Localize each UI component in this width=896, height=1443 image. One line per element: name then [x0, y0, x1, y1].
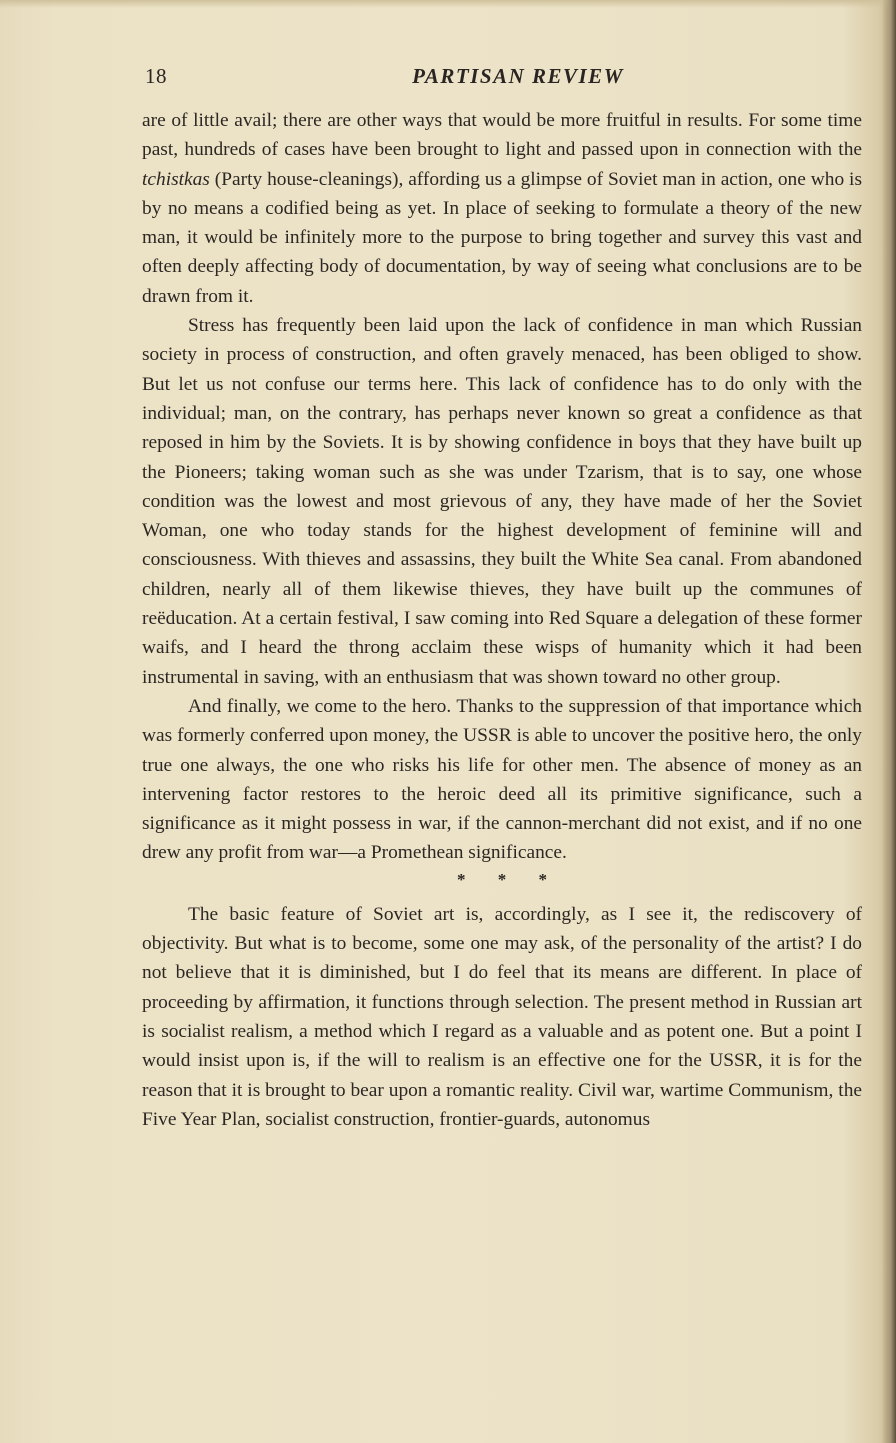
- paragraph-3: And finally, we come to the hero. Thanks to the suppression of that importance which was formerly conferred upon money, the USSR is able to uncover the positive hero, the only true one always, the one who risks his life for other men. The absence of money as an intervening factor restores to the heroic deed all its primitive significance, such a significance as it might possess in war, if the cannon-merchant did not exist, and if no one drew any profit from war—a Promethean significance.: [142, 695, 862, 864]
- page-number: 18: [145, 64, 167, 88]
- paragraph-1-end: (Party house-cleanings), affording us a glimpse of Soviet man in action, one who is by no means a codified being as yet. In place of seeking to formulate a theory of the new man, it would be infinitely more to the purpose to bring together and survey this vast and often deeply affecting body of documentation, by way of seeing what conclusions are to be drawn from it.: [142, 168, 862, 307]
- paragraph-1-start: are of little avail; there are other ways that would be more fruitful in results. For some time past, hundreds of cases have been brought to light and passed upon in connection with the: [142, 110, 862, 161]
- paragraph-4: The basic feature of Soviet art is, accordingly, as I see it, the rediscovery of objectivity. But what is to become, some one may ask, of the personality of the artist? I do not believe that it is diminished, but I do feel that its means are different. In place of proceeding by affirmation, it functions through selection. The present method in Russian art is socialist realism, a method which I regard as a valuable and as potent one. But a point I would insist upon is, if the will to realism is an effective one for the USSR, it is for the reason that it is brought to bear upon a romantic reality. Civil war, wartime Communism, the Five Year Plan, socialist construction, frontier-guards, autonomus: [142, 903, 862, 1130]
- paragraph-2: Stress has frequently been laid upon the lack of confidence in man which Russian society in process of construction, and often gravely menaced, has been obliged to show. But let us not confuse our terms here. This lack of confidence has to do only with the individual; man, on the contrary, has perhaps never known so great a confidence as that reposed in him by the Soviets. It is by showing confidence in boys that they have built up the Pioneers; taking woman such as she was under Tzarism, that is to say, one whose condition was the lowest and most grievous of any, they have made of her the Soviet Woman, one who today stands for the highest development of feminine will and consciousness. With thieves and assassins, they built the White Sea canal. From abandoned children, nearly all of them likewise thieves, they have built up the communes of reëducation. At a certain festival, I saw coming into Red Square a delegation of these former waifs, and I heard the throng acclaim these wisps of humanity which it had been instrumental in saving, with an enthusiasm that was shown toward no other group.: [142, 315, 862, 688]
- paragraph-1: [142, 106, 862, 311]
- body-text: [142, 106, 862, 1134]
- paragraph-1-italic-term: tchistkas: [142, 168, 210, 190]
- page-top-edge-shadow: [0, 0, 896, 8]
- section-break-asterisks: * * *: [457, 869, 561, 889]
- page-header: [145, 64, 861, 94]
- page-binding-shadow: [882, 0, 896, 1443]
- running-title: PARTISAN REVIEW: [412, 64, 624, 88]
